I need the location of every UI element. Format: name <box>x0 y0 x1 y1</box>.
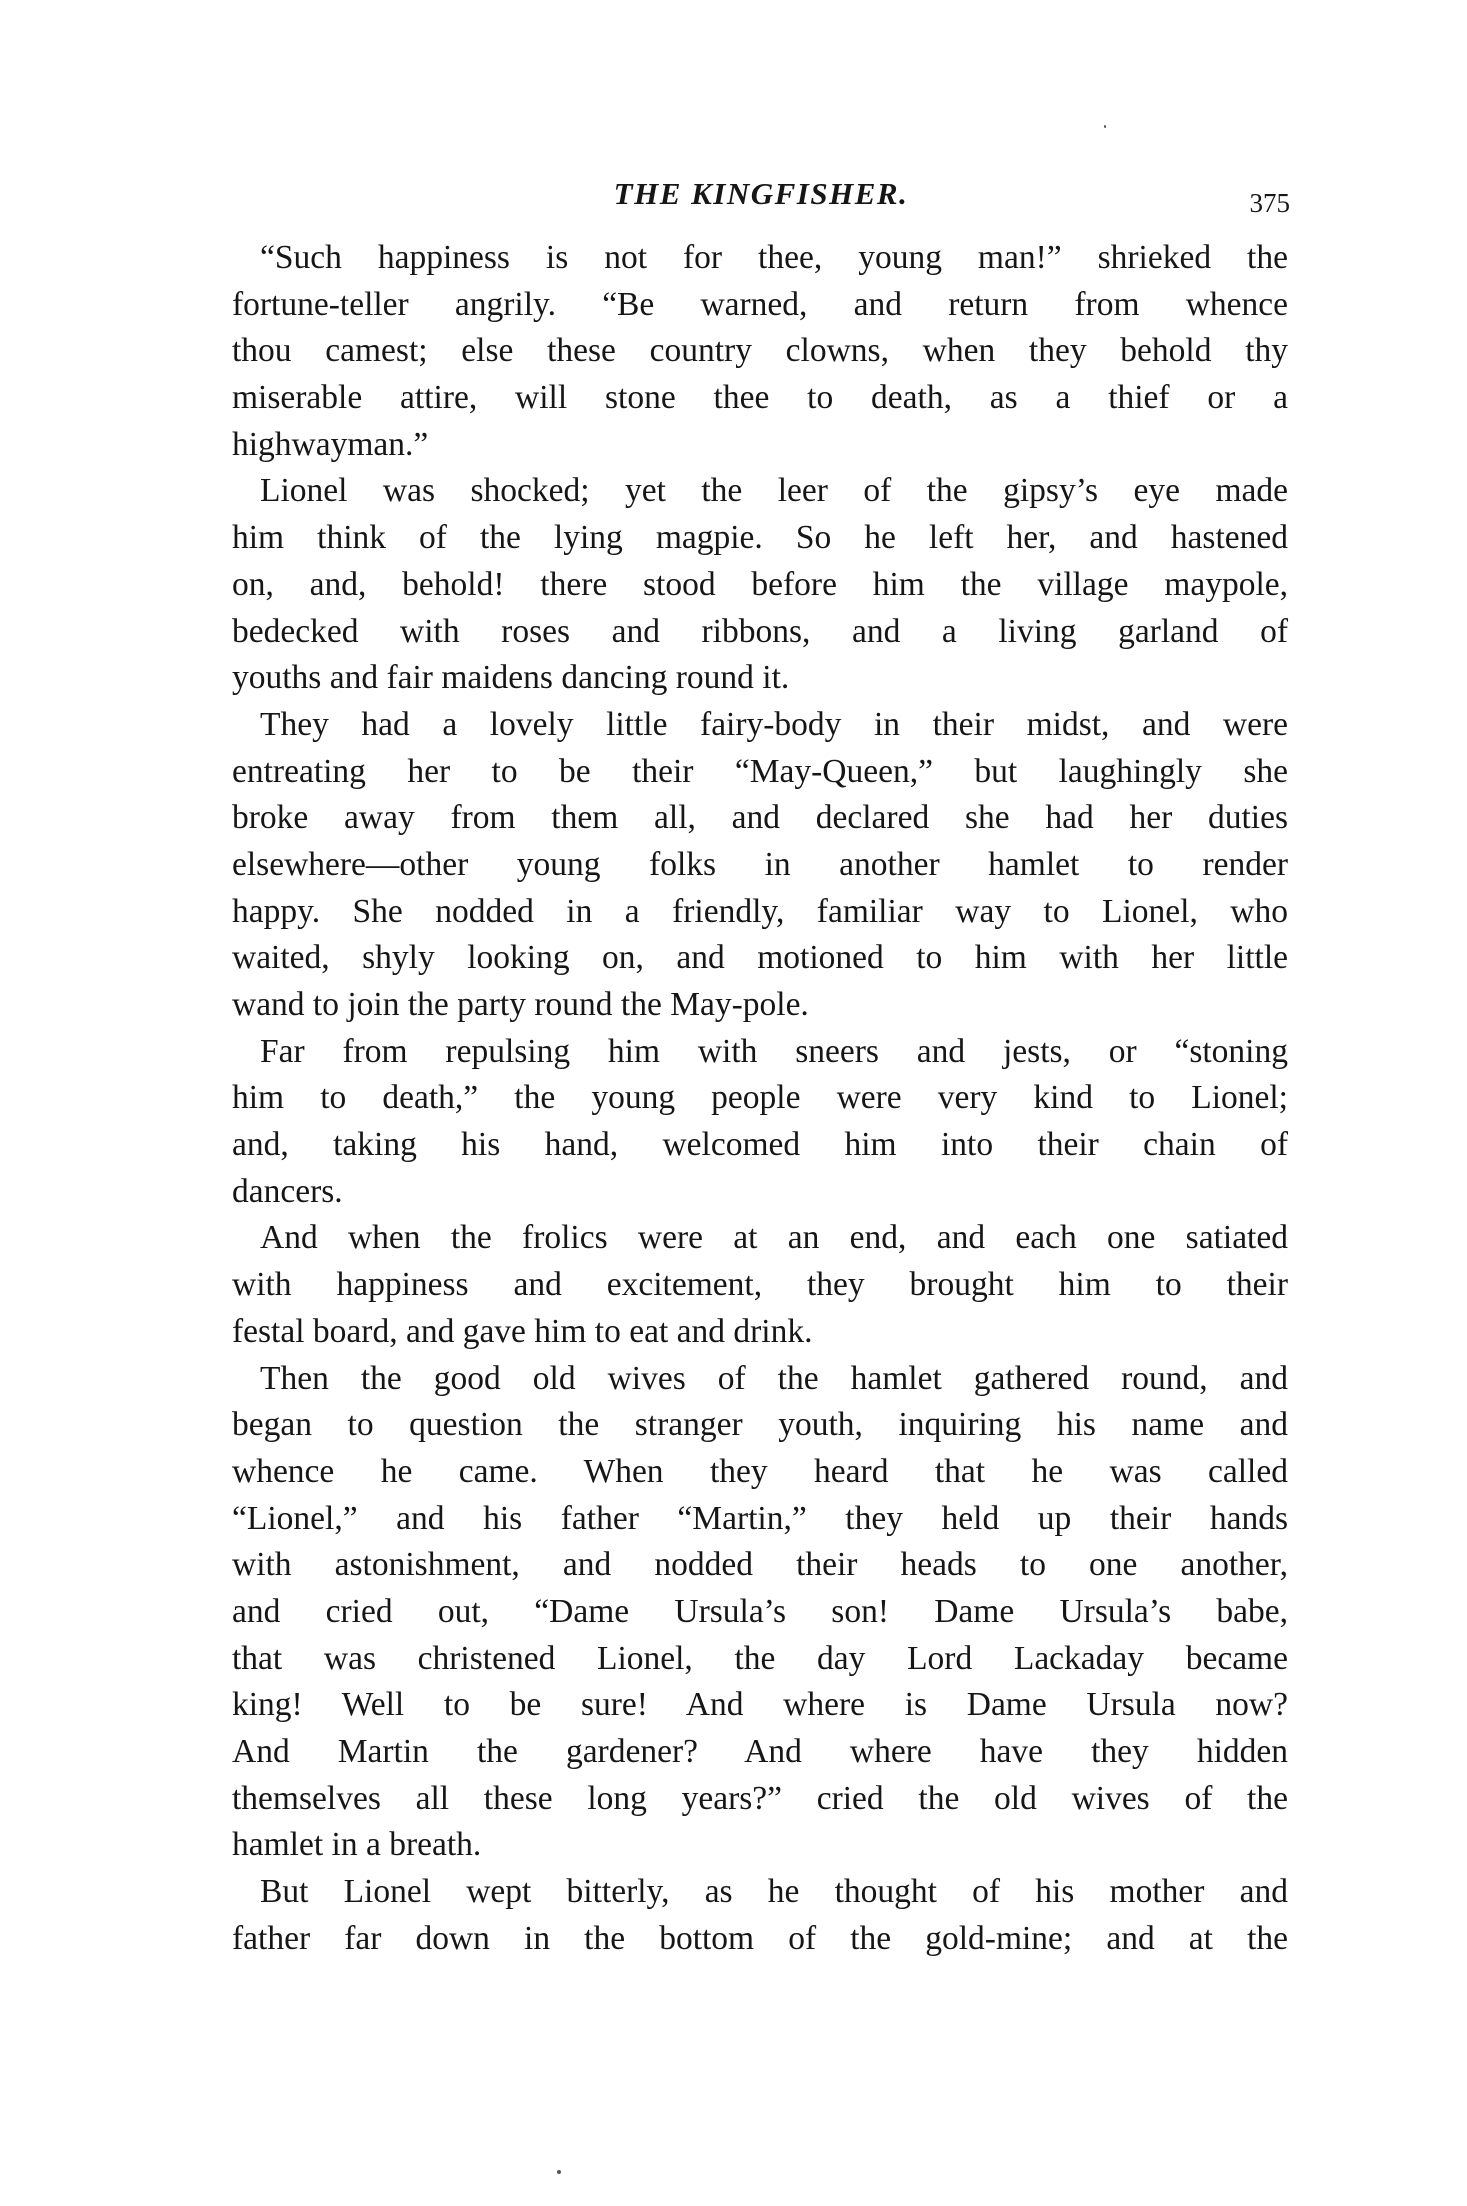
text-line: And when the frolics were at an end, and each one satiated <box>260 1219 1288 1257</box>
text-line: broke away from them all, and declared she had her duties <box>232 799 1288 837</box>
text-line: hamlet in a breath. <box>232 1826 482 1864</box>
text-line: bedecked with roses and ribbons, and a living garland of <box>232 612 1288 650</box>
paragraph <box>232 702 1288 1029</box>
text-line: king! Well to be sure! And where is Dame Ursula now? <box>232 1686 1288 1724</box>
scan-speck <box>557 2170 561 2174</box>
paragraph <box>232 468 1288 701</box>
text-line: and cried out, “Dame Ursula’s son! Dame Ursula’s babe, <box>232 1592 1288 1630</box>
text-line: him think of the lying magpie. So he left her, and hastened <box>232 519 1288 557</box>
text-line: Then the good old wives of the hamlet gathered round, and <box>260 1359 1288 1397</box>
text-line: wand to join the party round the May-pole. <box>232 986 809 1023</box>
text-line: happy. She nodded in a friendly, familiar way to Lionel, who <box>232 892 1288 930</box>
paragraph <box>232 1029 1288 1216</box>
text-line: with astonishment, and nodded their heads to one another, <box>232 1546 1288 1584</box>
text-line: with happiness and excitement, they brought him to their <box>232 1266 1288 1304</box>
text-line: father far down in the bottom of the gold-mine; and at the <box>232 1919 1288 1957</box>
text-line: began to question the stranger youth, inquiring his name and <box>232 1406 1288 1444</box>
text-line: Lionel was shocked; yet the leer of the gipsy’s eye made <box>260 472 1288 510</box>
paragraph <box>232 1215 1288 1355</box>
page-number: 375 <box>1249 188 1290 218</box>
text-line: dancers. <box>232 1172 343 1210</box>
text-line: festal board, and gave him to eat and drink. <box>232 1312 813 1350</box>
text-line: Far from repulsing him with sneers and jests, or “stoning <box>260 1032 1288 1070</box>
scan-speck <box>1104 125 1106 128</box>
text-line: But Lionel wept bitterly, as he thought of his mother and <box>260 1873 1288 1911</box>
text-line: and, taking his hand, welcomed him into their chain of <box>232 1126 1288 1164</box>
running-title: THE KINGFISHER. <box>613 176 909 211</box>
text-line: “Lionel,” and his father “Martin,” they held up their hands <box>232 1499 1288 1537</box>
text-line: him to death,” the young people were very kind to Lionel; <box>232 1079 1288 1117</box>
text-line: fortune-teller angrily. “Be warned, and return from whence <box>232 285 1288 323</box>
text-line: “Such happiness is not for thee, young man!” shrieked the <box>260 239 1288 276</box>
text-line: They had a lovely little fairy-body in their midst, and were <box>260 705 1288 743</box>
text-line: waited, shyly looking on, and motioned to him with her little <box>232 939 1288 977</box>
text-line: entreating her to be their “May-Queen,” but laughingly she <box>232 752 1288 790</box>
text-line: miserable attire, will stone thee to death, as a thief or a <box>232 379 1288 417</box>
text-line: thou camest; else these country clowns, when they behold thy <box>232 332 1288 370</box>
body-text <box>232 235 1288 1962</box>
text-line: themselves all these long years?” cried the old wives of the <box>232 1779 1288 1817</box>
paragraph <box>232 1869 1288 1962</box>
text-line: whence he came. When they heard that he was called <box>232 1452 1288 1490</box>
paragraph <box>232 235 1288 468</box>
text-line: on, and, behold! there stood before him the village maypole, <box>232 565 1288 603</box>
text-line: elsewhere—other young folks in another hamlet to render <box>232 845 1288 883</box>
text-line: And Martin the gardener? And where have they hidden <box>232 1733 1288 1770</box>
text-line: youths and fair maidens dancing round it. <box>232 659 790 697</box>
text-line: that was christened Lionel, the day Lord Lackaday became <box>232 1639 1288 1677</box>
paragraph <box>232 1356 1288 1870</box>
text-line: highwayman.” <box>232 425 429 463</box>
